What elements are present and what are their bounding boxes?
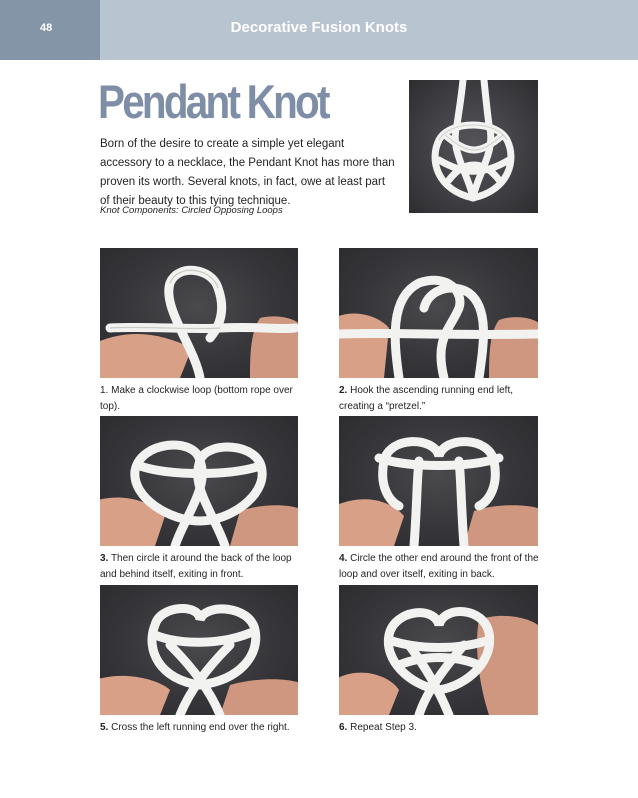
step-2-caption xyxy=(339,383,549,415)
step-text: Cross the left running end over the right. xyxy=(111,722,290,733)
knot-components: Knot Components: Circled Opposing Loops xyxy=(100,205,283,216)
step-number: 6. xyxy=(339,722,348,733)
step-number: 5. xyxy=(100,722,109,733)
page-title: Pendant Knot xyxy=(98,75,328,128)
finished-knot-photo xyxy=(409,80,538,213)
step-number: 1. xyxy=(100,385,109,396)
step-5-photo xyxy=(100,585,298,715)
step-3-caption xyxy=(100,551,310,583)
step-text: Hook the ascending running end left, creating a “pretzel.” xyxy=(339,385,514,412)
page-number: 48 xyxy=(40,22,53,34)
intro-paragraph: Born of the desire to create a simple yet elegant accessory to a necklace, the Pendant Knot has more than proven its worth. Several knots, in fact, owe at least part of their beauty to this tying technique. xyxy=(100,138,395,207)
step-number: 4. xyxy=(339,553,348,564)
step-text: Then circle it around the back of the loop and behind itself, exiting in front. xyxy=(100,553,292,580)
step-text: Make a clockwise loop (bottom rope over top). xyxy=(100,385,293,412)
step-1-caption xyxy=(100,383,310,415)
step-6-caption xyxy=(339,720,549,736)
step-6-photo xyxy=(339,585,538,715)
step-text: Circle the other end around the front of the loop and over itself, exiting in back. xyxy=(339,553,539,580)
step-number: 3. xyxy=(100,553,109,564)
chapter-title: Decorative Fusion Knots xyxy=(230,19,408,36)
step-text: Repeat Step 3. xyxy=(350,722,417,733)
step-2-photo xyxy=(339,248,538,378)
step-4-photo xyxy=(339,416,538,546)
page-tab xyxy=(0,0,100,60)
step-number: 2. xyxy=(339,385,348,396)
step-1-photo xyxy=(100,248,298,378)
step-5-caption xyxy=(100,720,310,736)
step-4-caption xyxy=(339,551,549,583)
header-bar xyxy=(0,0,638,60)
step-3-photo xyxy=(100,416,298,546)
